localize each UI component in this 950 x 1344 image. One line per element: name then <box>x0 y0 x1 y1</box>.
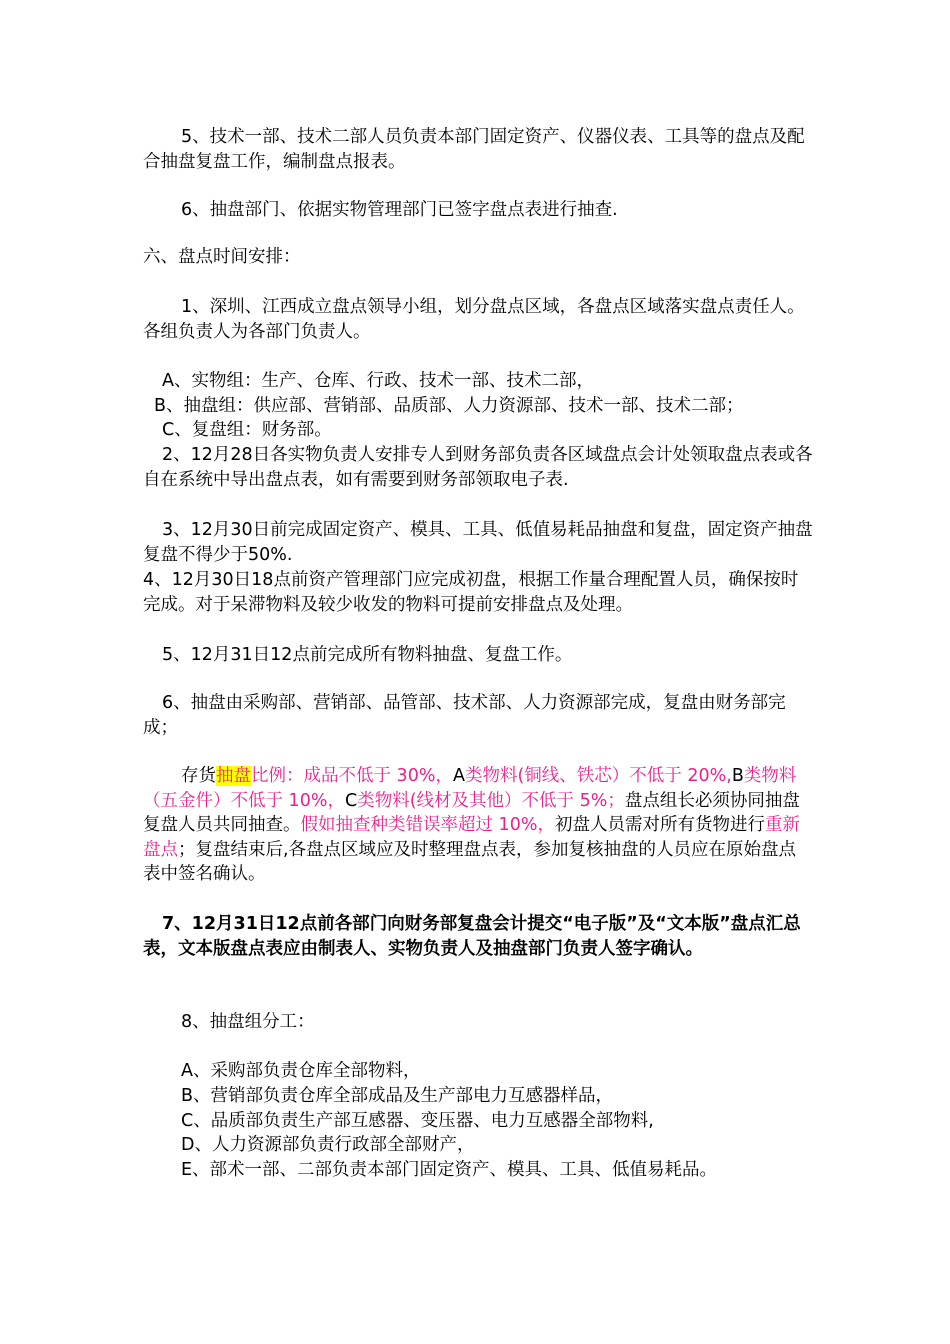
division-d-line: D、人力资源部负责行政部全部财产， <box>181 1135 475 1155</box>
paragraph-schedule-4: 4、12月30日18点前资产管理部门应完成初盘，根据工作量合理配置人员，确保按时完成。对于呆滞物料及较少收发的物料可提前安排盘点及处理。 <box>143 570 799 615</box>
paragraph-audit-dept: 6、抽盘部门、依据实物管理部门已签字盘点表进行抽查. <box>181 200 618 220</box>
group-b-line: B、抽盘组：供应部、营销部、品质部、人力资源部、技术一部、技术二部； <box>154 396 744 416</box>
ratio-text-closing: ；复盘结束后,各盘点区域应及时整理盘点表，参加复核抽盘的人员应在原始盘点表中签名确认。 <box>143 839 797 884</box>
paragraph-schedule-1: 1、深圳、江西成立盘点领导小组，划分盘点区域，各盘点区域落实盘点责任人。各组负责人为各部门负责人。 <box>143 297 805 342</box>
group-c-line: C、复盘组：财务部。 <box>162 420 332 440</box>
section-heading-schedule: 六、盘点时间安排： <box>143 247 301 267</box>
ratio-text-recount-intro: 初盘人员需对所有货物进行 <box>554 815 765 835</box>
paragraph-schedule-7: 7、12月31日12点前各部门向财务部复盘会计提交“电子版”及“文本版”盘点汇总表，文本版盘点表应由制表人、实物负责人及抽盘部门负责人签字确认。 <box>143 914 801 959</box>
paragraph-tech-dept: 5、技术一部、技术二部人员负责本部门固定资产、仪器仪表、工具等的盘点及配合抽盘复盘工作，编制盘点报表。 <box>143 127 805 172</box>
ratio-class-a-letter: A <box>452 766 465 786</box>
division-e-line: E、部术一部、二部负责本部门固定资产、模具、工具、低值易耗品。 <box>181 1160 718 1180</box>
paragraph-schedule-2: 2、12月28日各实物负责人安排专人到财务部负责各区域盘点会计处领取盘点表或各自在系统中导出盘点表，如有需要到财务部领取电子表. <box>143 445 813 490</box>
ratio-text-error-rate: 假如抽查种类错误率超过 10%， <box>300 815 555 835</box>
ratio-text-class-c: 类物料(线材及其他）不低于 5%； <box>357 790 625 811</box>
ratio-highlight-spot-check: 抽盘 <box>216 766 251 786</box>
paragraph-schedule-5: 5、12月31日12点前完成所有物料抽盘、复盘工作。 <box>162 645 573 665</box>
paragraph-schedule-3: 3、12月30日前完成固定资产、模具、工具、低值易耗品抽盘和复盘，固定资产抽盘复盘不得少于50%. <box>143 520 813 565</box>
paragraph-inventory-ratio <box>143 764 813 887</box>
ratio-class-b-letter: B <box>731 766 744 786</box>
ratio-class-c-letter: C <box>344 790 358 811</box>
paragraph-schedule-6: 6、抽盘由采购部、营销部、品管部、技术部、人力资源部完成，复盘由财务部完成； <box>143 693 786 738</box>
division-a-line: A、采购部负责仓库全部物料， <box>181 1061 421 1081</box>
ratio-text-finished-goods: 比例：成品不低于 30%， <box>251 766 453 786</box>
ratio-text-group-leader: 盘点组长必须协同抽盘复盘人员共同抽查。 <box>143 790 800 835</box>
ratio-text-class-a: 类物料(铜线、铁芯）不低于 20%, <box>464 766 732 786</box>
ratio-text-recount: 重新盘点 <box>143 815 800 860</box>
division-b-line: B、营销部负责仓库全部成品及生产部电力互感器样品， <box>181 1086 614 1106</box>
group-a-line: A、实物组：生产、仓库、行政、技术一部、技术二部， <box>162 371 594 391</box>
ratio-text-class-b: 类物料（五金件）不低于 10%， <box>143 766 797 811</box>
ratio-text-1: 存货 <box>181 766 216 786</box>
division-c-line: C、品质部负责生产部互感器、变压器、电力互感器全部物料, <box>181 1111 654 1131</box>
paragraph-division-heading: 8、抽盘组分工： <box>181 1012 315 1032</box>
